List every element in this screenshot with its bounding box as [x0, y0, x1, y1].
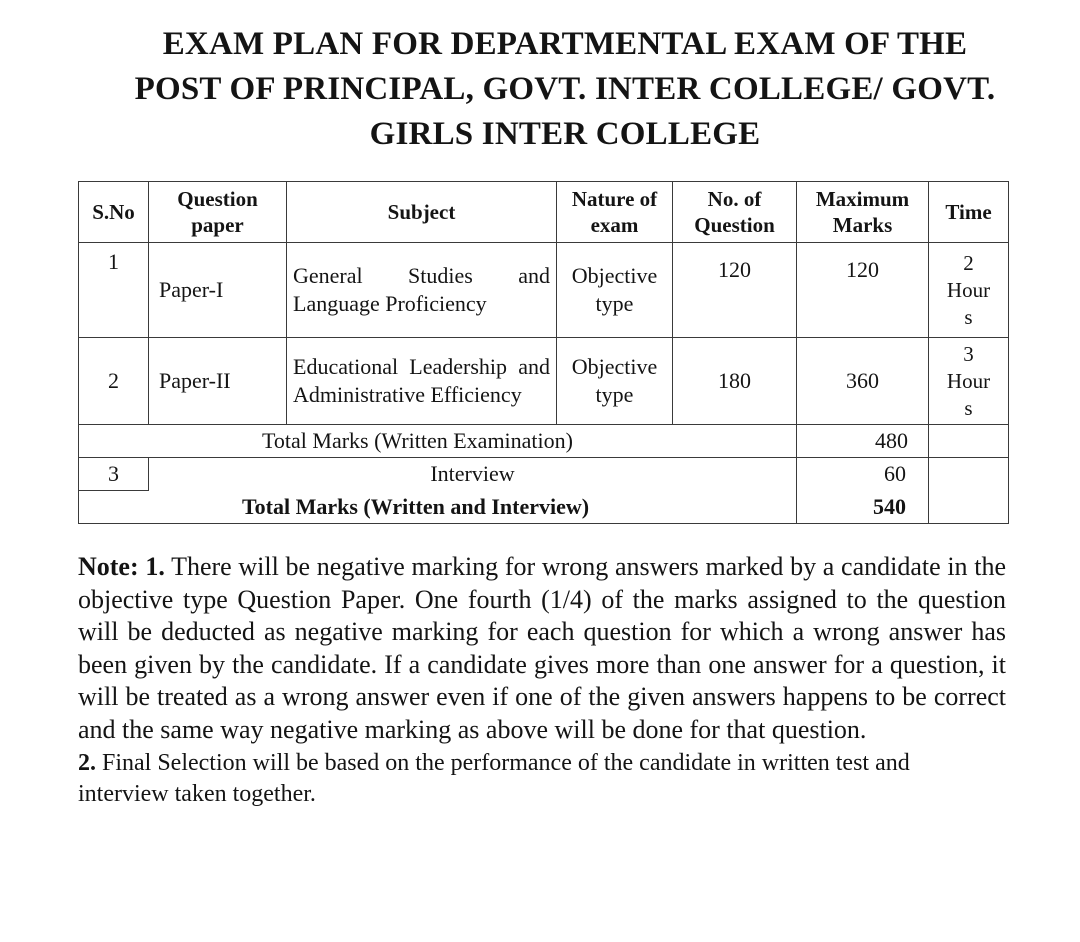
- header-time: Time: [929, 182, 1009, 243]
- note-item-1: [78, 551, 1006, 746]
- note-label: Note:: [78, 552, 139, 581]
- title-line-1: EXAM PLAN FOR DEPARTMENTAL EXAM OF THE: [162, 26, 968, 62]
- header-sno: S.No: [79, 182, 149, 243]
- interview-sno: 3: [79, 458, 149, 491]
- table-row: [79, 338, 1009, 425]
- note-item-1-text: There will be negative marking for wrong answers marked by a candidate in the objective type Question Paper. One fourth (1/4) of the marks assigned to the question will be deducted as negative marking for each question for which a wrong answer has been given by the candidate. If a candidate gives more than one answer for a question, it will be treated as a wrong answer even if one of the given answers happens to be correct and the same way negative marking as above will be done for that question.: [78, 552, 1007, 744]
- document-title: [90, 22, 1040, 157]
- header-question-paper: Question paper: [149, 182, 287, 243]
- header-maximum-marks: Maximum Marks: [797, 182, 929, 243]
- total-written-label: Total Marks (Written Examination): [79, 425, 797, 458]
- header-subject: Subject: [287, 182, 557, 243]
- total-written-row: [79, 425, 1009, 458]
- header-no-of-question: No. of Question: [673, 182, 797, 243]
- row-questions: 180: [673, 338, 797, 425]
- row-sno: 2: [79, 338, 149, 425]
- exam-plan-table: [78, 181, 1009, 524]
- total-all-row: [79, 491, 1009, 524]
- total-all-value: 540: [797, 491, 929, 524]
- title-line-2: POST OF PRINCIPAL, GOVT. INTER COLLEGE/ GOVT.: [134, 71, 996, 107]
- row-nature: Objective type: [557, 243, 673, 338]
- note-item-2: [78, 748, 1006, 810]
- total-all-time: [929, 491, 1009, 524]
- row-subject: General Studies and Language Proficiency: [287, 243, 557, 338]
- row-time: 3 Hour s: [929, 338, 1009, 425]
- table-header-row: [79, 182, 1009, 243]
- row-marks: 120: [797, 243, 929, 338]
- row-nature: Objective type: [557, 338, 673, 425]
- total-written-value: 480: [797, 425, 929, 458]
- note-section: [78, 551, 1006, 810]
- row-paper: Paper-II: [149, 338, 287, 425]
- row-time: 2 Hour s: [929, 243, 1009, 338]
- note-item-2-number: 2.: [78, 750, 96, 776]
- total-all-label: Total Marks (Written and Interview): [79, 491, 797, 524]
- interview-time: [929, 458, 1009, 491]
- row-marks: 360: [797, 338, 929, 425]
- total-written-time: [929, 425, 1009, 458]
- note-item-2-text: Final Selection will be based on the performance of the candidate in written test and interview taken together.: [78, 750, 910, 807]
- interview-label: Interview: [149, 458, 797, 491]
- row-sno: 1: [79, 243, 149, 338]
- interview-row: [79, 458, 1009, 491]
- note-item-1-number: 1.: [145, 552, 165, 581]
- row-questions: 120: [673, 243, 797, 338]
- row-paper: Paper-I: [149, 243, 287, 338]
- table-row: [79, 243, 1009, 338]
- title-line-3: GIRLS INTER COLLEGE: [369, 116, 761, 152]
- header-nature-of-exam: Nature of exam: [557, 182, 673, 243]
- interview-value: 60: [797, 458, 929, 491]
- row-subject: Educational Leadership and Administrative Efficiency: [287, 338, 557, 425]
